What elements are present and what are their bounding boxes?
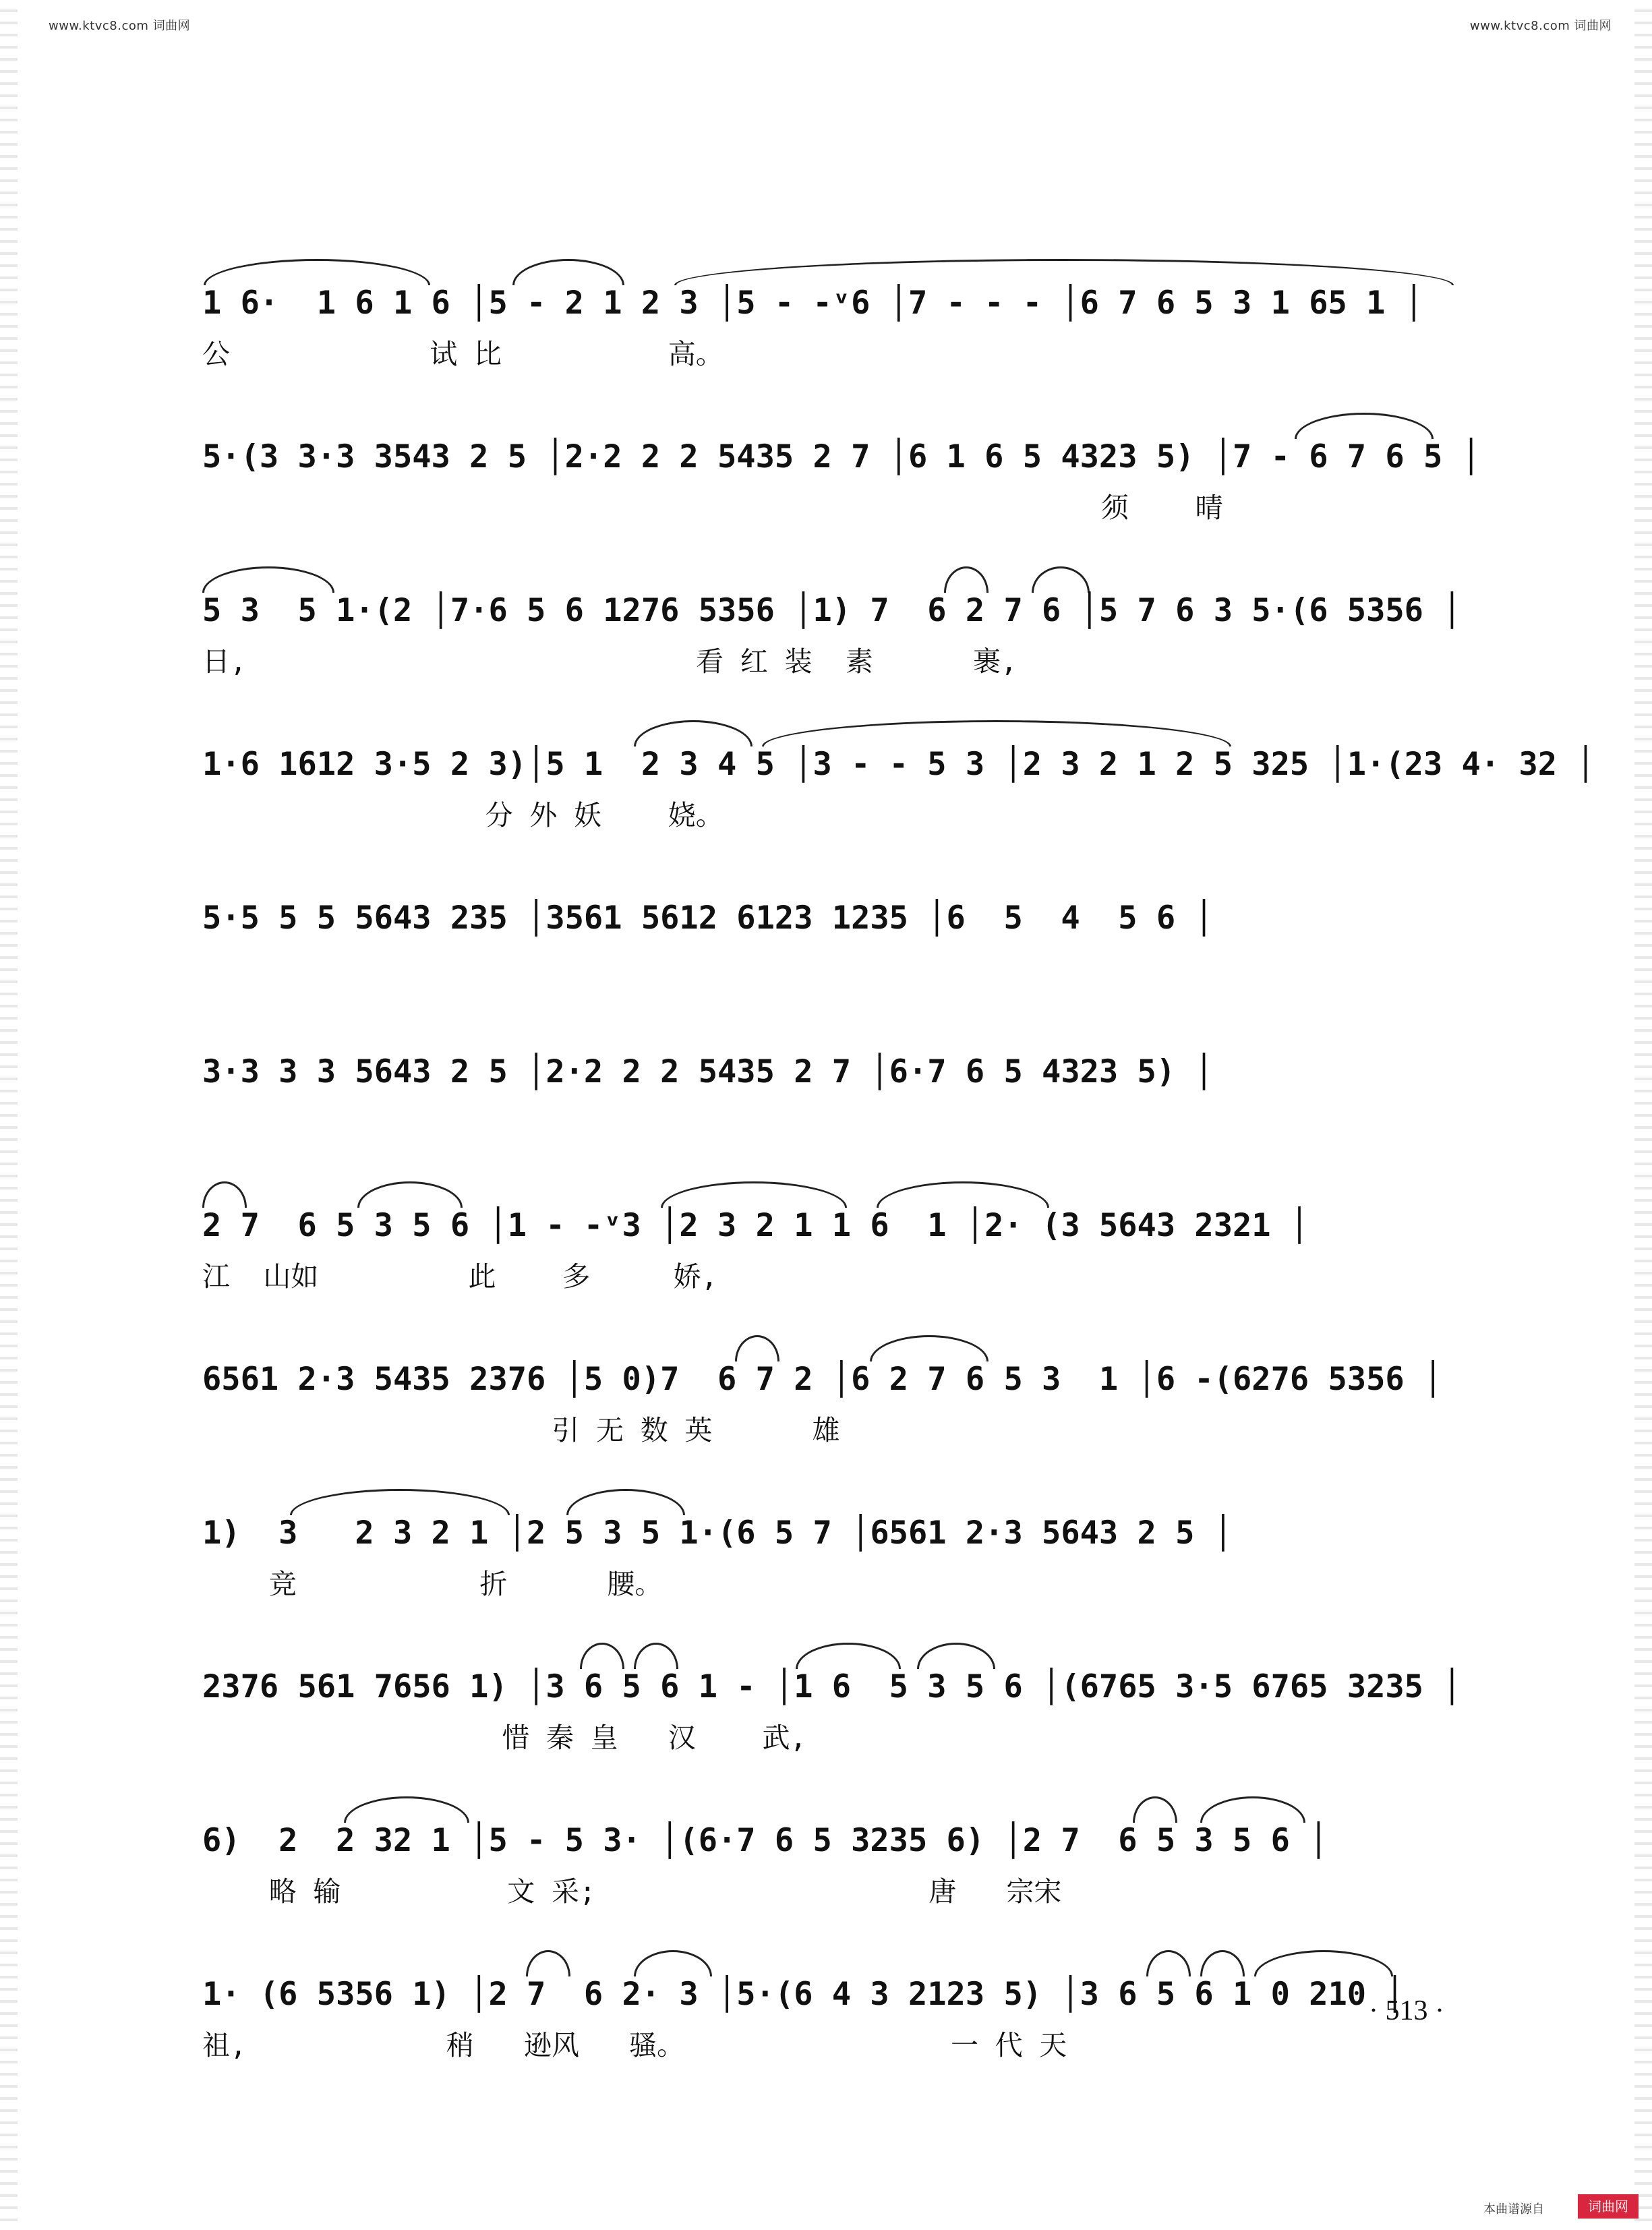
notation-line: 1) 3 2 3 2 1 │2 5 3 5 1·(6 5 7 │6561 2·3 5643 2 5 │ <box>202 1515 1233 1552</box>
score-system-2 <box>202 397 1481 550</box>
slur-mark <box>1254 1950 1393 1976</box>
slur-mark <box>661 1181 847 1208</box>
slur-mark <box>944 566 989 593</box>
slur-mark <box>1133 1796 1177 1823</box>
slur-mark <box>290 1489 510 1515</box>
lyrics-line: 惜 秦 皇 汉 武, <box>202 1722 807 1754</box>
slur-mark <box>204 259 430 285</box>
page-number: · 513 · <box>1369 1995 1444 2026</box>
slur-mark <box>202 1181 247 1208</box>
notation-line: 1· (6 5356 1) │2 7 6 2· 3 │5·(6 4 3 2123 5) │3 6 5 6 1 0 210 │ <box>202 1976 1405 2013</box>
slur-mark <box>344 1796 469 1823</box>
score-system-8 <box>202 1319 1450 1473</box>
notation-line: 6561 2·3 5435 2376 │5 0)7 6 7 2 │6 2 7 6 5 3 1 │6 -(6276 5356 │ <box>202 1361 1443 1398</box>
notation-line: 5·(3 3·3 3543 2 5 │2·2 2 2 5435 2 7 │6 1 6 5 4323 5) │7 - 6 7 6 5 │ <box>202 438 1481 475</box>
slur-mark <box>1200 1950 1245 1976</box>
page-edge-left <box>0 0 18 2230</box>
notation-line: 1 6· 1 6 1 6 │5 - 2 1 2 3 │5 - -ᵛ6 │7 - - - │6 7 6 5 3 1 65 1 │ <box>202 285 1423 322</box>
notation-line: 5 3 5 1·(2 │7·6 5 6 1276 5356 │1) 7 6 2 7 6 │5 7 6 3 5·(6 5356 │ <box>202 592 1462 629</box>
lyrics-line: 日, 看 红 装 素 裹, <box>202 645 1017 678</box>
score-system-12 <box>202 1934 1450 2088</box>
lyrics-line: 须 晴 <box>202 492 1223 524</box>
notation-line: 1·6 1612 3·5 2 3)│5 1 2 3 4 5 │3 - - 5 3 │2 3 2 1 2 5 325 │1·(23 4· 32 │ <box>202 746 1595 783</box>
lyrics-line: 竞 折 腰。 <box>202 1568 663 1600</box>
slur-mark <box>796 1643 901 1669</box>
slur-mark <box>735 1335 779 1361</box>
slur-mark <box>202 566 334 593</box>
watermark-left: www.ktvc8.com 词曲网 <box>49 19 191 33</box>
slur-mark <box>762 720 1231 746</box>
score-system-10 <box>202 1626 1462 1780</box>
notation-line: 2 7 6 5 3 5 6 │1 - -ᵛ3 │2 3 2 1 1 6 1 │2· (3 5643 2321 │ <box>202 1207 1309 1244</box>
watermark-right: www.ktvc8.com 词曲网 <box>1469 19 1612 33</box>
slur-mark <box>357 1181 463 1208</box>
slur-mark <box>512 259 624 285</box>
score-system-4 <box>202 704 1595 858</box>
slur-mark <box>1146 1950 1191 1976</box>
notation-line: 2376 561 7656 1) │3 6 5 6 1 - │1 6 5 3 5 6 │(6765 3·5 6765 3235 │ <box>202 1668 1462 1705</box>
lyrics-line: 公 试 比 高。 <box>202 338 724 370</box>
score-body <box>202 243 1595 2088</box>
footer-brand-badge[interactable]: 词曲网 <box>1578 2194 1639 2219</box>
lyrics-line: 分 外 妖 娆。 <box>202 799 724 831</box>
slur-mark <box>634 720 753 746</box>
lyrics-line: 祖, 稍 逊风 骚。 一 代 天 <box>202 2029 1067 2061</box>
slur-mark <box>566 1489 685 1515</box>
score-system-3 <box>202 550 1462 704</box>
slur-mark <box>1032 566 1090 593</box>
slur-mark <box>674 259 1454 285</box>
notation-line: 5·5 5 5 5643 235 │3561 5612 6123 1235 │6 5 4 5 6 │ <box>202 900 1214 937</box>
slur-mark <box>1295 413 1434 439</box>
score-system-9 <box>202 1473 1450 1626</box>
slur-mark <box>1200 1796 1305 1823</box>
score-system-6 <box>202 1011 1450 1165</box>
score-system-11 <box>202 1780 1450 1934</box>
slur-mark <box>877 1181 1049 1208</box>
slur-mark <box>917 1643 995 1669</box>
slur-mark <box>634 1643 678 1669</box>
lyrics-line: 略 输 文 采; 唐 宗宋 <box>202 1875 1062 1908</box>
slur-mark <box>634 1950 712 1976</box>
notation-line: 6) 2 2 32 1 │5 - 5 3· │(6·7 6 5 3235 6) │2 7 6 5 3 5 6 │ <box>202 1822 1328 1859</box>
notation-line: 3·3 3 3 5643 2 5 │2·2 2 2 5435 2 7 │6·7 6 5 4323 5) │ <box>202 1053 1214 1090</box>
slur-mark <box>526 1950 570 1976</box>
lyrics-line: 引 无 数 英 雄 <box>202 1414 840 1446</box>
score-system-5 <box>202 858 1450 1011</box>
slur-mark <box>870 1335 989 1361</box>
slur-mark <box>580 1643 624 1669</box>
page-edge-right <box>1634 0 1652 2230</box>
footer-source-note: 本曲谱源自 <box>1483 2202 1544 2217</box>
lyrics-line: 江 山如 此 多 娇, <box>202 1260 718 1293</box>
score-system-1 <box>202 243 1450 397</box>
score-system-7 <box>202 1165 1450 1319</box>
